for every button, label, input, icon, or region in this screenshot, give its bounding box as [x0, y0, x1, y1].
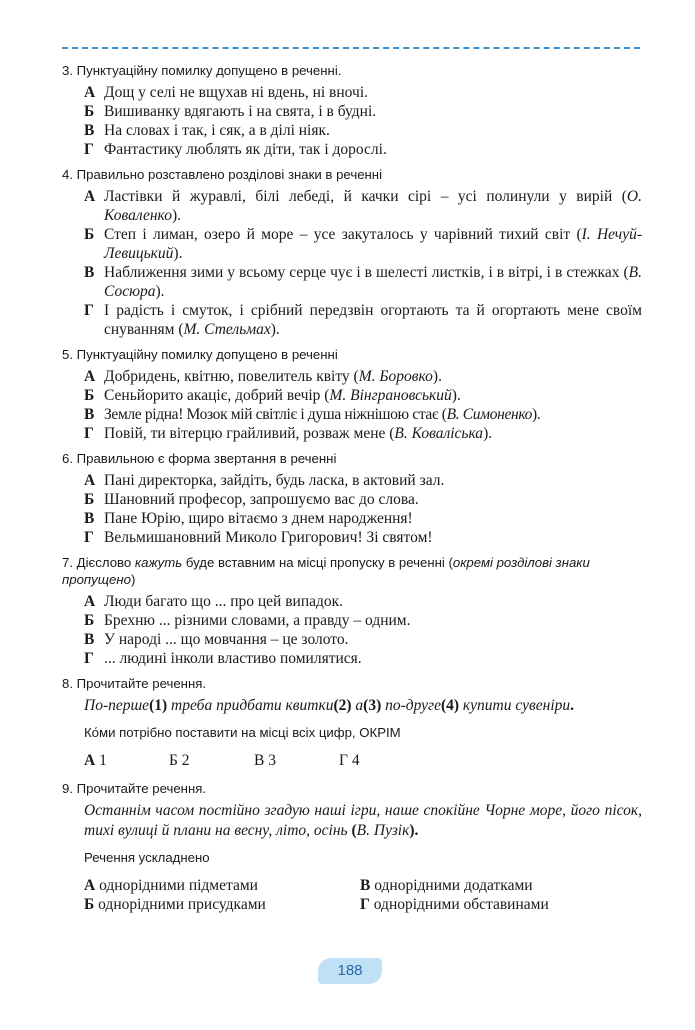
option-text: однорідними обставинами — [369, 896, 549, 913]
sentence-close: ). — [409, 822, 419, 839]
option-text: Вельмишановний Миколо Григорович! Зі святом! — [104, 529, 433, 546]
option-letter: Г — [84, 529, 94, 546]
question-8-answers — [62, 751, 642, 770]
quote-end: ). — [173, 245, 183, 262]
option-text: однорідними підметами — [95, 877, 258, 894]
option-text: Дощ у селі не вщухав ні вдень, ні вночі. — [104, 84, 368, 101]
question-7-text-c: буде вставним на місці пропуску в реченні ( — [182, 555, 453, 570]
question-6 — [62, 450, 642, 547]
answer-g — [339, 751, 424, 770]
option-v — [84, 121, 642, 140]
option-letter: В — [84, 122, 95, 139]
option-text: ... людині інколи властиво помилятися. — [104, 650, 362, 667]
quote-text: І радість і смуток, і срібний передзвін огортають та й огортають мене своїм снуванням ( — [104, 302, 642, 338]
question-7 — [62, 554, 642, 668]
question-3-text: 3. Пунктуаційну помилку допущено в реченні. — [62, 63, 342, 78]
option-letter: Б — [84, 103, 95, 120]
option-v — [84, 263, 642, 301]
option-letter: А — [84, 593, 96, 610]
answer-value: 2 — [177, 752, 190, 769]
question-8 — [62, 675, 642, 770]
sentence-author: В. Пузік — [356, 822, 410, 839]
option-v — [84, 630, 642, 649]
question-3-options — [62, 83, 642, 159]
question-7-note: окремі розділові знаки пропущено — [62, 555, 590, 587]
option-text: Пане Юрію, щиро вітаємо з днем народження! — [104, 510, 413, 527]
option-text: Брехню ... різними словами, а правду – одним. — [104, 612, 411, 629]
option-v — [84, 509, 642, 528]
question-6-options — [62, 471, 642, 547]
question-7-options — [62, 592, 642, 668]
option-g — [84, 140, 642, 159]
blank-number: (4) — [440, 697, 460, 714]
answer-b — [169, 751, 254, 770]
quote-text: Ластівки й журавлі, білі лебеді, й качки сірі – усі полинули у вирій ( — [104, 188, 627, 205]
option-text — [104, 187, 642, 225]
option-letter: В — [84, 264, 95, 281]
option-b — [84, 895, 360, 914]
option-b — [84, 225, 642, 263]
question-8-subquestion: Ко́ми потрібно поставити на місці всіх цифр, ОКРІМ — [84, 725, 401, 740]
option-g — [84, 424, 642, 443]
question-4-text: 4. Правильно розставлено розділові знаки в реченні — [62, 167, 383, 182]
option-a — [84, 876, 360, 895]
option-letter: А — [84, 877, 96, 894]
question-4 — [62, 166, 642, 339]
sentence-part: По-перше — [84, 697, 150, 714]
sentence-end: . — [570, 697, 575, 714]
page-number: 188 — [318, 958, 382, 984]
sentence-text: Останнім часом постійно згадую наші ігри, наше спокійне Чорне море, його пісок, тихі вулиці й плани на весну, літо, осінь — [84, 802, 642, 839]
quote-end: ). — [532, 406, 541, 423]
option-g — [84, 301, 642, 339]
quote-text: Сеньйорито акаціє, добрий вечір ( — [104, 387, 330, 404]
quote-author: М. Вінграновський — [329, 387, 452, 404]
option-text — [104, 225, 642, 263]
quote-end: ). — [155, 283, 165, 300]
top-divider — [62, 47, 640, 49]
quote-author: М. Боровко — [358, 368, 433, 385]
option-a — [84, 471, 642, 490]
sentence-open: ( — [347, 822, 357, 839]
question-7-verb: кажуть — [134, 555, 183, 570]
quote-text: Степ і лиман, озеро й море – усе закуталось у чарівний тихий світ ( — [104, 226, 582, 243]
answer-v — [254, 751, 339, 770]
option-text: На словах і так, і сяк, а в ділі ніяк. — [104, 122, 330, 139]
answer-value: 4 — [347, 752, 360, 769]
option-text: однорідними додатками — [370, 877, 533, 894]
sentence-part: купити сувеніри — [459, 697, 571, 714]
option-letter: В — [84, 510, 95, 527]
question-7-text-e: ) — [130, 572, 136, 587]
quote-end: ). — [270, 321, 280, 338]
answer-letter: Г — [339, 752, 348, 769]
question-7-text-a: 7. Дієслово — [62, 555, 135, 570]
question-9 — [62, 780, 642, 914]
option-text — [104, 263, 642, 301]
answer-letter: Б — [169, 752, 178, 769]
quote-text: Добридень, квітню, повелитель квіту ( — [104, 368, 359, 385]
quote-end: ). — [451, 387, 461, 404]
quote-end: ). — [432, 368, 442, 385]
option-text — [104, 405, 642, 424]
question-9-sentence — [62, 801, 642, 841]
option-b — [84, 102, 642, 121]
quote-text: Земле рідна! Мозок мій світліє і душа ніжнішою стає ( — [104, 406, 447, 423]
option-letter: А — [84, 472, 96, 489]
sentence-part: по-друге — [381, 697, 441, 714]
quote-author: О. Коваленко — [104, 188, 642, 224]
option-a — [84, 83, 642, 102]
option-letter: А — [84, 188, 96, 205]
option-v — [84, 405, 642, 424]
answer-letter: В — [254, 752, 265, 769]
option-text — [104, 386, 642, 405]
question-4-options — [62, 187, 642, 339]
option-v — [360, 876, 642, 895]
option-g — [84, 649, 642, 668]
question-5 — [62, 346, 642, 443]
option-a — [84, 367, 642, 386]
option-g — [360, 895, 642, 914]
quote-author: В. Симоненко — [446, 406, 533, 423]
answer-value: 3 — [264, 752, 276, 769]
option-text: Вишиванку вдягають і на свята, і в будні. — [104, 103, 377, 120]
answer-letter: А — [84, 752, 96, 769]
question-3 — [62, 62, 642, 159]
option-g — [84, 528, 642, 547]
option-text: Люди багато що ... про цей випадок. — [104, 593, 344, 610]
option-a — [84, 187, 642, 225]
quote-text: Повій, ти вітерцю грайливий, розваж мене ( — [104, 425, 395, 442]
question-7-text — [62, 554, 642, 588]
blank-number: (2) — [333, 697, 352, 714]
option-text — [104, 301, 642, 339]
option-letter: Г — [84, 650, 94, 667]
option-letter: А — [84, 84, 96, 101]
option-text: однорідними присудками — [94, 896, 266, 913]
quote-author: В. Сосюра — [104, 264, 642, 300]
option-letter: Г — [84, 141, 94, 158]
option-letter: Г — [84, 302, 94, 319]
quote-author: В. Коваліська — [394, 425, 484, 442]
sentence-part: треба придбати квитки — [167, 697, 334, 714]
option-letter: Г — [84, 425, 94, 442]
option-letter: Б — [84, 387, 95, 404]
quote-author: І. Нечуй-Левицький — [104, 226, 642, 262]
question-6-text: 6. Правильною є форма звертання в реченні — [62, 451, 337, 466]
quote-text: Наближення зими у всьому серце чує і в шелесті листків, і в вітрі, і в стежках ( — [104, 264, 629, 281]
answer-a — [84, 751, 169, 770]
page-content — [62, 62, 642, 921]
option-b — [84, 611, 642, 630]
option-letter: В — [360, 877, 371, 894]
option-b — [84, 490, 642, 509]
quote-end: ). — [171, 207, 181, 224]
option-text: Фантастику люблять як діти, так і дорослі. — [104, 141, 387, 158]
option-text — [104, 367, 642, 386]
question-9-options — [62, 876, 642, 914]
option-text — [104, 424, 642, 443]
option-letter: Г — [360, 896, 370, 913]
answer-value: 1 — [95, 752, 107, 769]
option-text: Шановний професор, запрошуємо вас до слова. — [104, 491, 419, 508]
option-a — [84, 592, 642, 611]
blank-number: (3) — [363, 697, 382, 714]
option-letter: Б — [84, 896, 95, 913]
quote-author: М. Стельмах — [183, 321, 271, 338]
question-8-text: 8. Прочитайте речення. — [62, 676, 207, 691]
sentence-part: а — [351, 697, 364, 714]
question-9-text: 9. Прочитайте речення. — [62, 781, 207, 796]
quote-end: ). — [483, 425, 493, 442]
option-text: Пані директорка, зайдіть, будь ласка, в актовий зал. — [104, 472, 445, 489]
option-letter: В — [84, 406, 95, 423]
option-text: У народі ... що мовчання – це золото. — [104, 631, 349, 648]
option-letter: Б — [84, 226, 95, 243]
question-5-options — [62, 367, 642, 443]
option-b — [84, 386, 642, 405]
question-5-text: 5. Пунктуаційну помилку допущено в реченні — [62, 347, 338, 362]
blank-number: (1) — [149, 697, 168, 714]
option-letter: А — [84, 368, 96, 385]
question-8-sentence — [62, 696, 642, 716]
option-letter: Б — [84, 612, 95, 629]
question-9-subquestion: Речення ускладнено — [84, 850, 210, 865]
option-letter: Б — [84, 491, 95, 508]
option-letter: В — [84, 631, 95, 648]
